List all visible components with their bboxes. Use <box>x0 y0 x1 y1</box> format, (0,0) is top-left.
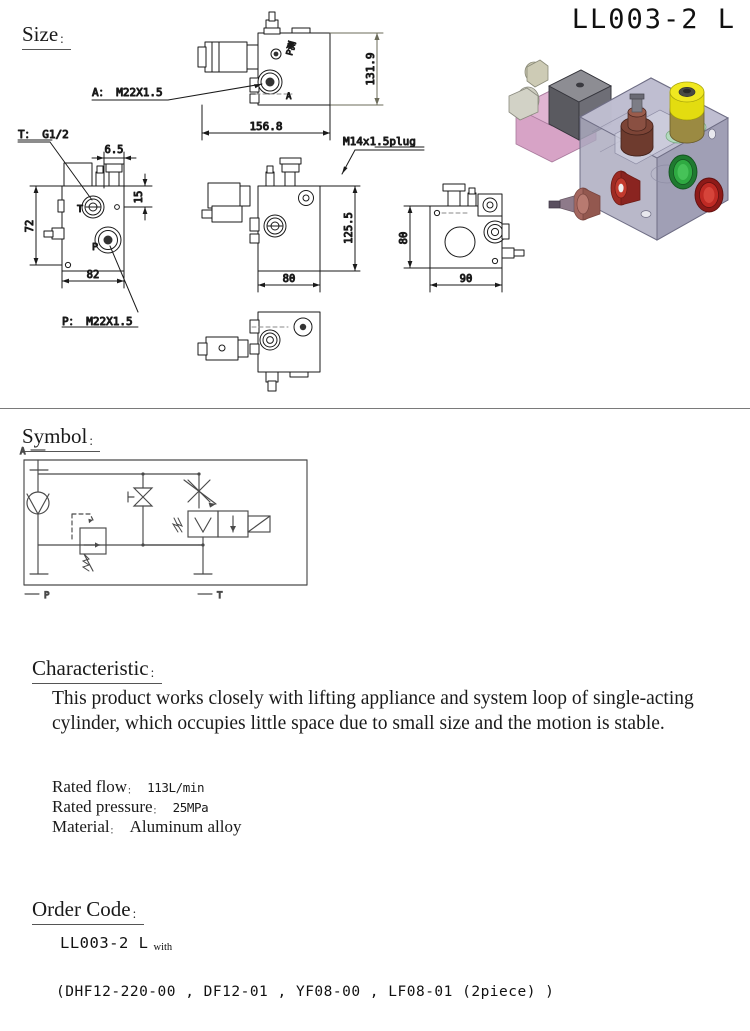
shutoff-valve <box>128 474 152 545</box>
mark-a-top: A <box>286 92 292 102</box>
spec-rated-flow: Rated flow： 113L/min <box>52 777 205 797</box>
section-heading-symbol-label: Symbol <box>22 424 88 448</box>
view-left <box>44 158 124 271</box>
symbol-port-p: P <box>44 591 50 601</box>
spec-rated-pressure-label: Rated pressure <box>52 797 153 816</box>
dim-label-15: 15 <box>133 190 145 204</box>
mark-p-test: P测 <box>285 40 299 57</box>
view-right <box>430 184 524 268</box>
order-code-model-line <box>60 934 172 953</box>
symbol-port-t: T <box>217 591 223 601</box>
order-code-parts: (DHF12-220-00 , DF12-01 , YF08-00 , LF08-01 (2piece) ) <box>56 984 555 1000</box>
section-heading-characteristic-colon: ： <box>149 666 162 680</box>
spec-rated-pressure-value: 25MPa <box>172 800 209 815</box>
dim-label-82: 82 <box>86 269 100 281</box>
dim-label-125-5: 125.5 <box>343 212 355 244</box>
spec-material: Material： Aluminum alloy <box>52 817 242 837</box>
characteristic-description: This product works closely with lifting appliance and system loop of single-acting cylinder, which occupies little space due to small size and the motion is stable. <box>52 688 694 734</box>
size-drawing <box>0 0 750 408</box>
spec-rated-pressure: Rated pressure： 25MPa <box>52 797 209 817</box>
dim-label-156-8: 156.8 <box>249 120 283 133</box>
throttle-valve <box>184 474 216 508</box>
section-heading-order-code-label: Order Code <box>32 897 131 921</box>
check-valve <box>27 492 49 545</box>
callout-label-port-p: P： M22X1.5 <box>62 315 133 328</box>
dim-label-72: 72 <box>24 219 36 233</box>
product-3d-render <box>509 60 728 240</box>
spec-rated-flow-value: 113L/min <box>147 780 205 795</box>
section-heading-order-code-colon: ： <box>131 907 144 921</box>
dim-label-80-width: 80 <box>282 273 296 285</box>
section-heading-order-code <box>32 897 144 925</box>
view-bottom <box>198 312 320 391</box>
section-heading-characteristic-label: Characteristic <box>32 656 149 680</box>
callout-label-port-a: A： M22X1.5 <box>92 86 163 99</box>
spec-rated-flow-label: Rated flow <box>52 777 128 796</box>
solenoid-directional-valve-2-2 <box>173 511 270 574</box>
dim-label-131-9: 131.9 <box>364 52 377 86</box>
mark-t-left: T <box>77 204 84 215</box>
section-heading-characteristic <box>32 656 162 684</box>
section-heading-symbol-colon: ： <box>88 434 101 448</box>
callout-plug <box>342 150 424 174</box>
spec-material-value: Aluminum alloy <box>129 817 242 836</box>
callout-label-port-t: T： G1/2 <box>18 128 69 141</box>
symbol-diagram <box>0 408 750 648</box>
mark-p-left: P <box>92 242 99 253</box>
section-heading-size-label: Size <box>22 22 59 46</box>
pressure-relief-valve <box>72 514 106 571</box>
order-code-model: LL003-2 L <box>60 934 149 952</box>
dim-label-6-5: 6.5 <box>104 144 124 156</box>
callout-label-plug: M14x1.5plug <box>343 135 416 148</box>
symbol-port-a: A <box>20 447 26 457</box>
order-code-with: with <box>153 942 173 953</box>
spec-material-label: Material <box>52 817 110 836</box>
section-heading-size-colon: ： <box>59 32 72 46</box>
dim-label-80-height: 80 <box>398 231 410 245</box>
view-front <box>202 158 320 271</box>
product-title: LL003-2 L <box>571 4 736 35</box>
dim-label-90: 90 <box>459 273 473 285</box>
